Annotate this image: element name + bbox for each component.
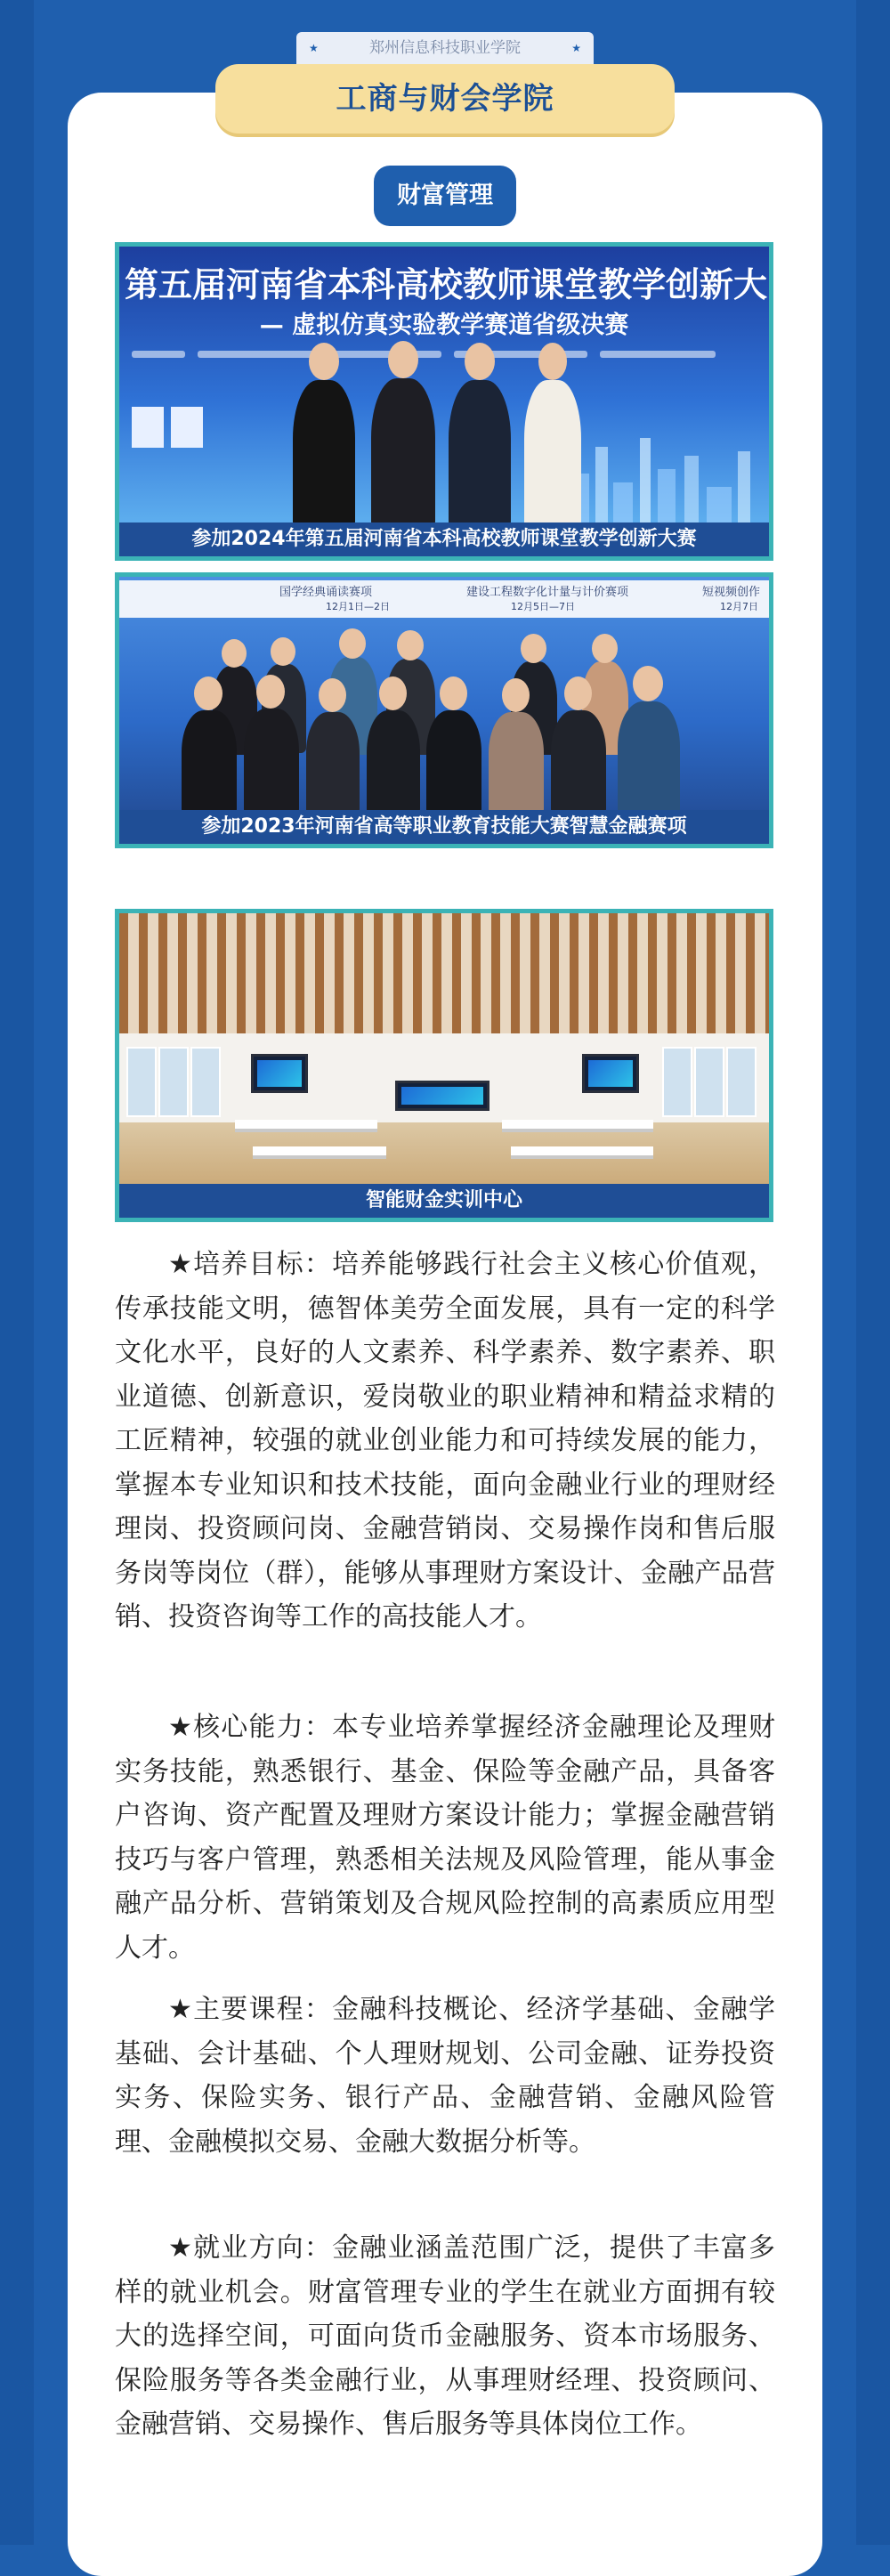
display-screen <box>395 1081 490 1111</box>
paragraph-lead: ★核心能力： <box>168 1712 333 1743</box>
core-ability-paragraph <box>115 1705 775 1970</box>
display-screen <box>582 1054 639 1093</box>
window <box>694 1047 724 1117</box>
qr-code <box>132 407 164 448</box>
photo-caption: 参加2024年第五届河南省本科高校教师课堂教学创新大赛 <box>119 522 769 556</box>
photo-scene <box>119 247 769 527</box>
desk <box>235 1120 377 1132</box>
skyline-graphic <box>555 420 769 527</box>
person-head <box>271 637 295 666</box>
person <box>618 701 680 814</box>
person <box>449 380 511 527</box>
right-stripe <box>856 0 890 2545</box>
major-badge: 财富管理 <box>374 166 516 226</box>
photo-caption: 智能财金实训中心 <box>119 1184 769 1218</box>
training-goal-paragraph <box>115 1243 775 1640</box>
person-head <box>319 678 346 712</box>
window <box>126 1047 157 1117</box>
photo-training-center <box>115 909 773 1222</box>
person <box>306 712 360 814</box>
sponsor-line <box>132 344 755 362</box>
event-date: 12月5日—7日 <box>511 601 575 612</box>
person-head <box>222 639 247 668</box>
qr-code <box>171 407 203 448</box>
event-item: 建设工程数字化计量与计价赛项 <box>466 586 629 599</box>
person-head <box>564 676 592 710</box>
person-head <box>388 341 418 378</box>
star-icon: ★ <box>571 42 581 54</box>
desk <box>511 1146 653 1159</box>
event-header-strip <box>119 580 769 618</box>
person <box>293 380 355 527</box>
person-head <box>397 630 424 660</box>
paragraph-text: 金融业涵盖范围广泛，提供了丰富多样的就业机会。财富管理专业的学生在就业方面拥有较大的选择空间，可面向货币金融服务、资本市场服务、保险服务等各类金融行业，从事理财经理、投资顾问、金融营销、交易操作、售后服务等具体岗位工作。 <box>115 2232 776 2440</box>
person-head <box>194 676 222 710</box>
window <box>190 1047 221 1117</box>
employment-paragraph <box>115 2226 775 2447</box>
person-head <box>538 343 567 380</box>
event-item: 短视频创作 <box>702 586 761 599</box>
paragraph-lead: ★主要课程： <box>168 1994 333 2025</box>
college-title: 工商与财会学院 <box>215 64 675 134</box>
paragraph-text: 本专业培养掌握经济金融理论及理财实务技能，熟悉银行、基金、保险等金融产品，具备客户咨询、资产配置及理财方案设计能力；掌握金融营销技巧与客户管理，熟悉相关法规及风险管理，能从事金融产品分析、营销策划及合规风险控制的高素质应用型人才。 <box>115 1712 776 1964</box>
person-head <box>379 676 407 710</box>
event-item: 国学经典诵读赛项 <box>279 586 373 599</box>
star-icon: ★ <box>309 42 319 54</box>
person <box>182 710 237 814</box>
photo-finance-contest <box>115 572 773 848</box>
person <box>371 378 435 527</box>
paragraph-lead: ★培养目标： <box>168 1249 333 1280</box>
person-head <box>256 675 285 709</box>
event-date: 12月1日—2日 <box>326 601 390 612</box>
school-name-tab <box>296 32 594 64</box>
left-stripe <box>0 0 34 2545</box>
photo-banner-subtitle: — 虚拟仿真实验教学赛道省级决赛 <box>259 312 629 339</box>
person-head <box>339 628 366 659</box>
person <box>426 710 481 814</box>
person-head <box>592 634 618 663</box>
display-screen <box>251 1054 308 1093</box>
photo-scene <box>119 913 769 1188</box>
window <box>662 1047 692 1117</box>
person-head <box>502 678 530 712</box>
floor <box>119 1122 769 1188</box>
window <box>158 1047 189 1117</box>
main-courses-paragraph <box>115 1988 775 2164</box>
photo-banner-title: 第五届河南省本科高校教师课堂教学创新大 <box>125 265 768 304</box>
desk <box>502 1120 653 1132</box>
paragraph-lead: ★就业方向： <box>168 2232 333 2264</box>
school-name: 郑州信息科技职业学院 <box>369 39 521 57</box>
person <box>367 710 420 814</box>
paragraph-text: 金融科技概论、经济学基础、金融学基础、会计基础、个人理财规划、公司金融、证券投资实务、保险实务、银行产品、金融营销、金融风险管理、金融模拟交易、金融大数据分析等。 <box>115 1994 776 2158</box>
person-head <box>465 343 495 380</box>
event-date: 12月7日 <box>720 601 758 612</box>
photo-scene <box>119 577 769 814</box>
person <box>524 380 581 527</box>
desk <box>253 1146 386 1159</box>
window <box>726 1047 756 1117</box>
person <box>244 709 299 814</box>
photo-teaching-contest <box>115 242 773 561</box>
paragraph-text: 培养能够践行社会主义核心价值观，传承技能文明，德智体美劳全面发展，具有一定的科学文化水平，良好的人文素养、科学素养、数字素养、职业道德、创新意识，爱岗敬业的职业精神和精益求精的工匠精神，较强的就业创业能力和可持续发展的能力，掌握本专业知识和技术技能，面向金融业行业的理财经理岗、投资顾问岗、金融营销岗、交易操作岗和售后服务岗等岗位（群），能够从事理财方案设计、金融产品营销、投资咨询等工作的高技能人才。 <box>115 1249 776 1632</box>
person <box>489 712 544 814</box>
person-head <box>521 634 546 663</box>
person-head <box>440 676 467 710</box>
person <box>551 710 606 814</box>
person-head <box>309 343 339 380</box>
person-head <box>633 666 663 701</box>
photo-caption: 参加2023年河南省高等职业教育技能大赛智慧金融赛项 <box>119 810 769 844</box>
wood-ceiling <box>119 913 769 1033</box>
